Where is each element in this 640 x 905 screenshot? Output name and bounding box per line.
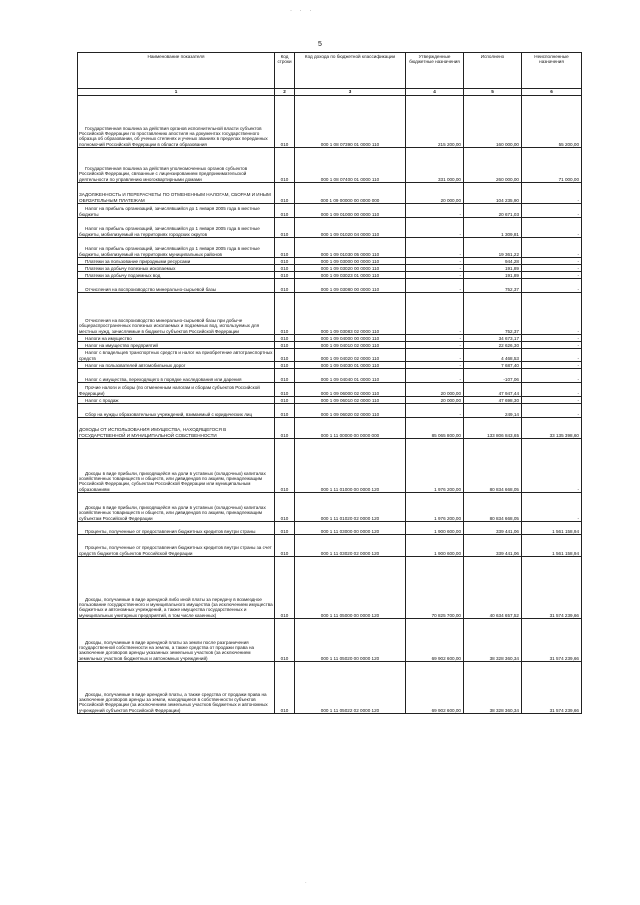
revenue-code: 000 1 09 00000 00 0000 000	[295, 183, 406, 204]
executed-amount: 38 328 360,34	[464, 619, 522, 662]
table-row	[78, 204, 582, 218]
table-row	[78, 238, 582, 258]
indicator-name: Налог с владельцев транспортных средств и налог на приобретение автотранспортных средств	[78, 349, 275, 362]
executed-amount: 191,89	[464, 265, 522, 272]
approved-amount: -	[406, 342, 464, 349]
unexecuted-amount: -	[522, 383, 582, 397]
approved-amount: 1 976 200,00	[406, 439, 464, 493]
approved-amount: 331 000,00	[406, 148, 464, 183]
revenue-code: 000 1 11 05020 00 0000 120	[295, 619, 406, 662]
table-row	[78, 293, 582, 335]
col-number: 4	[406, 89, 464, 96]
line-code: 010	[275, 418, 295, 439]
approved-amount: 1 976 200,00	[406, 493, 464, 522]
approved-amount: -	[406, 369, 464, 383]
approved-amount: 1 900 600,00	[406, 535, 464, 557]
header-revenue-code: Код дохода по бюджетной классификации	[295, 53, 406, 89]
table-row	[78, 369, 582, 383]
executed-amount: 249,14	[464, 404, 522, 418]
unexecuted-amount: -	[522, 272, 582, 279]
revenue-code: 000 1 09 03080 00 0000 110	[295, 279, 406, 293]
line-code: 010	[275, 383, 295, 397]
approved-amount: -	[406, 258, 464, 265]
indicator-name: ЗАДОЛЖЕННОСТЬ И ПЕРЕРАСЧЕТЫ ПО ОТМЕНЕННЫМ НАЛОГАМ, СБОРАМ И ИНЫМ ОБЯЗАТЕЛЬНЫМ ПЛАТЕЖАМ	[78, 183, 275, 204]
approved-amount: 215 200,00	[406, 96, 464, 148]
col-number: 3	[295, 89, 406, 96]
table-row	[78, 662, 582, 714]
revenue-code: 000 1 08 07400 01 0000 110	[295, 148, 406, 183]
indicator-name: ДОХОДЫ ОТ ИСПОЛЬЗОВАНИЯ ИМУЩЕСТВА, НАХОДЯЩЕГОСЯ В ГОСУДАРСТВЕННОЙ И МУНИЦИПАЛЬНОЙ СОБСТВЕННОСТИ	[78, 418, 275, 439]
line-code: 010	[275, 439, 295, 493]
indicator-name: Отчисления на воспроизводство минерально-сырьевой базы при добыче общераспространенных полезных ископаемых и подземных вод, используемых для местных нужд, зачисляемые в бюджеты субъектов Российской Федерации	[78, 293, 275, 335]
executed-amount: 752,37	[464, 293, 522, 335]
table-row	[78, 362, 582, 369]
unexecuted-amount: -	[522, 404, 582, 418]
executed-amount: 47 947,44	[464, 383, 522, 397]
executed-amount: 34 673,17	[464, 335, 522, 342]
line-code: 010	[275, 557, 295, 619]
indicator-name: Отчисления на воспроизводство минерально-сырьевой базы	[78, 279, 275, 293]
executed-amount: 191,89	[464, 272, 522, 279]
approved-amount: -	[406, 279, 464, 293]
col-number: 1	[78, 89, 275, 96]
indicator-name: Налог на прибыль организаций, зачислявшийся до 1 января 2005 года в местные бюджеты	[78, 204, 275, 218]
indicator-name: Налог с имущества, переходящего в порядке наследования или дарения	[78, 369, 275, 383]
header-unexecuted: Неисполненные назначения	[522, 53, 582, 89]
unexecuted-amount: 71 000,00	[522, 148, 582, 183]
unexecuted-amount: -	[522, 183, 582, 204]
table-row	[78, 96, 582, 148]
line-code: 010	[275, 619, 295, 662]
unexecuted-amount: 55 200,00	[522, 96, 582, 148]
page-number: 5	[318, 41, 322, 48]
executed-amount: 752,37	[464, 279, 522, 293]
table-row	[78, 397, 582, 404]
indicator-name: Платежи за добычу подземных вод	[78, 272, 275, 279]
executed-amount: 7 687,40	[464, 362, 522, 369]
executed-amount: 80 834 668,05	[464, 439, 522, 493]
approved-amount: 85 065 800,00	[406, 418, 464, 439]
unexecuted-amount: -	[522, 279, 582, 293]
table-row	[78, 335, 582, 342]
table-row	[78, 522, 582, 535]
indicator-name: Налоги на имущество	[78, 335, 275, 342]
header-indicator-name: Наименование показателя	[78, 53, 275, 89]
line-code: 010	[275, 204, 295, 218]
indicator-name: Проценты, полученные от предоставления бюджетных кредитов внутри страны за счет средств бюджетов субъектов Российской Федерации	[78, 535, 275, 557]
line-code: 010	[275, 349, 295, 362]
indicator-name: Налог на прибыль организаций, зачислявшийся до 1 января 2005 года в местные бюджеты, мобилизуемый на территориях муниципальных районов	[78, 238, 275, 258]
approved-amount: -	[406, 349, 464, 362]
approved-amount: 69 902 600,00	[406, 619, 464, 662]
unexecuted-amount: -	[522, 258, 582, 265]
executed-amount: -107,06	[464, 369, 522, 383]
indicator-name: Прочие налоги и сборы (по отмененным налогам и сборам субъектов Российской Федерации)	[78, 383, 275, 397]
unexecuted-amount: -	[522, 349, 582, 362]
revenue-table	[77, 52, 582, 714]
approved-amount: 69 902 600,00	[406, 662, 464, 714]
line-code: 010	[275, 522, 295, 535]
revenue-code: 000 1 09 04000 00 0000 110	[295, 335, 406, 342]
revenue-code: 000 1 09 03083 02 0000 110	[295, 293, 406, 335]
table-row	[78, 493, 582, 522]
line-code: 010	[275, 535, 295, 557]
approved-amount: -	[406, 404, 464, 418]
executed-amount: 80 834 668,05	[464, 493, 522, 522]
indicator-name: Доходы, получаемые в виде арендной платы за земли после разграничения государственной собственности на землю, а также средства от продажи права на заключение договоров аренды указанных земельных участков (за исключением земельных участков бюджетных и автономных учреждений)	[78, 619, 275, 662]
approved-amount: -	[406, 218, 464, 238]
table-row	[78, 258, 582, 265]
line-code: 010	[275, 493, 295, 522]
executed-amount: 133 806 843,65	[464, 418, 522, 439]
revenue-code: 000 1 11 05022 02 0000 120	[295, 662, 406, 714]
executed-amount: 944,28	[464, 258, 522, 265]
indicator-name: Сбор на нужды образовательных учреждений, взимаемый с юридических лиц	[78, 404, 275, 418]
executed-amount: 22 626,30	[464, 342, 522, 349]
executed-amount: 20 671,03	[464, 204, 522, 218]
col-number: 5	[464, 89, 522, 96]
line-code: 010	[275, 265, 295, 272]
unexecuted-amount: 1 561 158,94	[522, 535, 582, 557]
unexecuted-amount: -	[522, 335, 582, 342]
col-number: 2	[275, 89, 295, 96]
unexecuted-amount: -	[522, 265, 582, 272]
unexecuted-amount: -	[522, 218, 582, 238]
indicator-name: Доходы в виде прибыли, приходящейся на доли в уставных (складочных) капиталах хозяйственных товариществ и обществ, или дивидендов по акциям, принадлежащим Российской Федерации, субъектам Российской Федерации или муниципальным образованиям	[78, 439, 275, 493]
revenue-code: 000 1 09 01020 04 0000 110	[295, 218, 406, 238]
revenue-code: 000 1 08 07390 01 0000 110	[295, 96, 406, 148]
indicator-name: Доходы в виде прибыли, приходящейся на доли в уставных (складочных) капиталах хозяйственных товариществ и обществ, или дивидендов по акциям, принадлежащим субъектам Российской Федерации	[78, 493, 275, 522]
executed-amount: 19 361,22	[464, 238, 522, 258]
line-code: 010	[275, 238, 295, 258]
indicator-name: Налог на прибыль организаций, зачислявшийся до 1 января 2005 года в местные бюджеты, мобилизуемый на территориях городских округов	[78, 218, 275, 238]
indicator-name: Проценты, полученные от предоставления бюджетных кредитов внутри страны	[78, 522, 275, 535]
revenue-code: 000 1 11 01020 02 0000 120	[295, 493, 406, 522]
approved-amount: -	[406, 272, 464, 279]
line-code: 010	[275, 183, 295, 204]
table-row	[78, 342, 582, 349]
revenue-code: 000 1 09 04010 02 0000 110	[295, 342, 406, 349]
col-number: 6	[522, 89, 582, 96]
revenue-code: 000 1 09 01030 05 0000 110	[295, 238, 406, 258]
revenue-code: 000 1 09 01000 00 0000 110	[295, 204, 406, 218]
line-code: 010	[275, 335, 295, 342]
unexecuted-amount: -	[522, 238, 582, 258]
revenue-code: 000 1 09 04020 02 0000 110	[295, 349, 406, 362]
header-approved: Утвержденные бюджетные назначения	[406, 53, 464, 89]
table-body	[78, 96, 582, 714]
scan-speck-bottom: ·	[305, 880, 307, 886]
approved-amount: -	[406, 335, 464, 342]
line-code: 010	[275, 404, 295, 418]
unexecuted-amount: -	[522, 204, 582, 218]
table-row	[78, 265, 582, 272]
table-row	[78, 272, 582, 279]
line-code: 010	[275, 279, 295, 293]
executed-amount: 160 000,00	[464, 96, 522, 148]
table-row	[78, 418, 582, 439]
indicator-name: Налог с продаж	[78, 397, 275, 404]
revenue-code: 000 1 11 00000 00 0000 000	[295, 418, 406, 439]
approved-amount: -	[406, 362, 464, 369]
revenue-code: 000 1 09 06020 02 0000 110	[295, 404, 406, 418]
table-row	[78, 404, 582, 418]
unexecuted-amount: -	[522, 342, 582, 349]
indicator-name: Налог на пользователей автомобильных дорог	[78, 362, 275, 369]
approved-amount: -	[406, 293, 464, 335]
line-code: 010	[275, 272, 295, 279]
unexecuted-amount: -	[522, 493, 582, 522]
line-code: 010	[275, 258, 295, 265]
approved-amount: 70 825 700,00	[406, 557, 464, 619]
approved-amount: -	[406, 265, 464, 272]
line-code: 010	[275, 218, 295, 238]
revenue-code: 000 1 09 03023 01 0000 110	[295, 272, 406, 279]
revenue-code: 000 1 09 04040 01 0000 110	[295, 369, 406, 383]
line-code: 010	[275, 369, 295, 383]
table-row	[78, 619, 582, 662]
header-row	[78, 53, 582, 89]
executed-amount: 104 235,90	[464, 183, 522, 204]
executed-amount: 339 441,06	[464, 535, 522, 557]
executed-amount: 260 000,00	[464, 148, 522, 183]
unexecuted-amount: -	[522, 293, 582, 335]
table-row	[78, 148, 582, 183]
executed-amount: 38 328 360,34	[464, 662, 522, 714]
indicator-name: Платежи за добычу полезных ископаемых	[78, 265, 275, 272]
header-line-code: Код строки	[275, 53, 295, 89]
unexecuted-amount: -	[522, 397, 582, 404]
line-code: 010	[275, 293, 295, 335]
indicator-name: Доходы, получаемые в виде арендной платы, а также средства от продажи права на заключение договоров аренды за земли, находящиеся в собственности субъектов Российской Федерации (за исключением земельных участков бюджетных и автономных учреждений субъектов Российской Федерации)	[78, 662, 275, 714]
table-row	[78, 183, 582, 204]
approved-amount: -	[406, 204, 464, 218]
table-row	[78, 218, 582, 238]
unexecuted-amount: -	[522, 439, 582, 493]
executed-amount: 40 634 657,52	[464, 557, 522, 619]
line-code: 010	[275, 397, 295, 404]
approved-amount: 20 000,00	[406, 397, 464, 404]
header-executed: Исполнено	[464, 53, 522, 89]
revenue-code: 000 1 09 03020 00 0000 110	[295, 265, 406, 272]
table-row	[78, 349, 582, 362]
revenue-code: 000 1 11 03020 02 0000 120	[295, 535, 406, 557]
unexecuted-amount: 33 135 398,60	[522, 418, 582, 439]
line-code: 010	[275, 96, 295, 148]
executed-amount: 47 698,30	[464, 397, 522, 404]
unexecuted-amount: 31 574 239,66	[522, 557, 582, 619]
line-code: 010	[275, 342, 295, 349]
revenue-code: 000 1 11 03000 00 0000 120	[295, 522, 406, 535]
executed-amount: 4 468,53	[464, 349, 522, 362]
indicator-name: Платежи за пользование природными ресурсами	[78, 258, 275, 265]
revenue-code: 000 1 11 01000 00 0000 120	[295, 439, 406, 493]
table-row	[78, 535, 582, 557]
column-number-row	[78, 89, 582, 96]
table-row	[78, 557, 582, 619]
table-row	[78, 439, 582, 493]
indicator-name: Государственная пошлина за действия уполномоченных органов субъектов Российской Федерации, связанные с лицензированием предпринимательской деятельности по управлению многоквартирными домами	[78, 148, 275, 183]
scan-specks: · · ·	[290, 8, 315, 14]
indicator-name: Налог на имущество предприятий	[78, 342, 275, 349]
unexecuted-amount: 1 561 158,94	[522, 522, 582, 535]
indicator-name: Государственная пошлина за действия органов исполнительной власти субъектов Российской Федерации по проставлению апостиля на документах государственного образца об образовании, об ученых степенях и ученых званиях в пределах переданных полномочий Российской Федерации в области образования	[78, 96, 275, 148]
unexecuted-amount: -	[522, 369, 582, 383]
unexecuted-amount: 31 574 239,66	[522, 662, 582, 714]
table-row	[78, 279, 582, 293]
revenue-code: 000 1 09 06000 02 0000 110	[295, 383, 406, 397]
executed-amount: 1 309,81	[464, 218, 522, 238]
executed-amount: 339 441,06	[464, 522, 522, 535]
revenue-code: 000 1 09 03000 00 0000 110	[295, 258, 406, 265]
revenue-code: 000 1 09 06010 02 0000 110	[295, 397, 406, 404]
unexecuted-amount: -	[522, 362, 582, 369]
approved-amount: 20 000,00	[406, 183, 464, 204]
approved-amount: 1 900 600,00	[406, 522, 464, 535]
line-code: 010	[275, 148, 295, 183]
revenue-code: 000 1 11 05000 00 0000 120	[295, 557, 406, 619]
line-code: 010	[275, 662, 295, 714]
approved-amount: -	[406, 238, 464, 258]
approved-amount: 20 000,00	[406, 383, 464, 397]
revenue-code: 000 1 09 04030 01 0000 110	[295, 362, 406, 369]
indicator-name: Доходы, получаемые в виде арендной либо иной платы за передачу в возмездное пользование государственного и муниципального имущества (за исключением имущества бюджетных и автономных учреждений, а также имущества государственных и муниципальных унитарных предприятий, в том числе казенных)	[78, 557, 275, 619]
table-row	[78, 383, 582, 397]
line-code: 010	[275, 362, 295, 369]
unexecuted-amount: 31 574 239,66	[522, 619, 582, 662]
